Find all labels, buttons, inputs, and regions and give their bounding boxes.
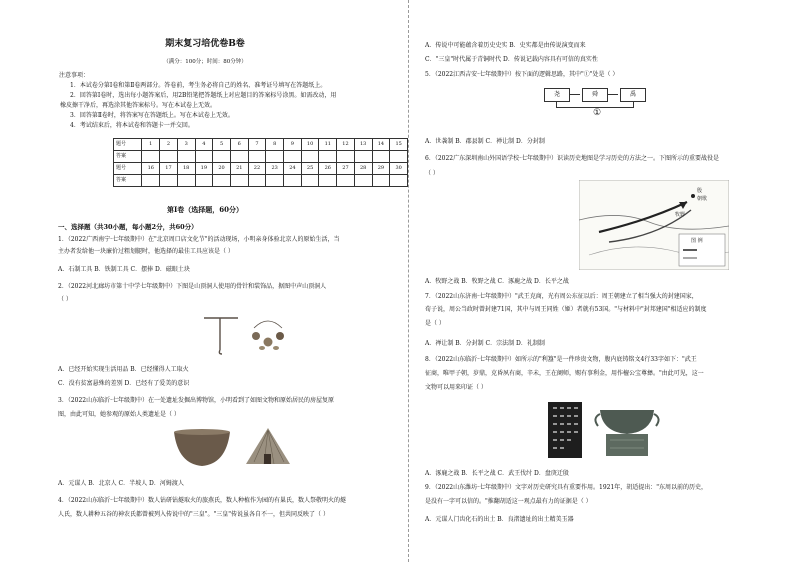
table-cell: 11 — [319, 139, 337, 151]
flow-bracket — [556, 101, 634, 108]
answer-cell — [372, 151, 390, 163]
section-heading: 一、选择题（共30小题，每小题2分，共60分） — [58, 223, 198, 231]
page-title: 期末复习培优卷B卷 — [165, 39, 245, 49]
table-cell: 26 — [319, 163, 337, 175]
answer-cell — [266, 151, 284, 163]
ornament — [273, 346, 279, 350]
notice-item: 橡皮擦干净后，再选涂其他答案标号。写在本试卷上无效。 — [60, 102, 217, 109]
notice-item: 4．考试结束后，将本试卷和答题卡一并交回。 — [70, 122, 194, 129]
table-cell: 24 — [284, 163, 302, 175]
question-line: 征商，唯甲子朝，岁鼎，克昏夙有商，辛未，王在阑师，赐有事利金，用作檀公宝尊彝。"由此可见，这一 — [425, 370, 704, 377]
table-cell: 14 — [372, 139, 390, 151]
answer-cell — [319, 151, 337, 163]
answer-cell — [301, 175, 319, 187]
bone-needle — [204, 318, 238, 354]
question-options: A．石制工具 B．铁制工具 C．摆捧 D．磁眼土块 — [58, 266, 190, 273]
answer-cell — [354, 175, 372, 187]
question-line: （ ） — [425, 170, 439, 177]
ligui-figure — [544, 398, 664, 462]
table-cell: 题号 — [114, 163, 142, 175]
question-options: A．牧野之战 B．牧野之战 C．涿鹿之战 D．长平之战 — [425, 278, 569, 285]
question-line: 3．（2022山东临沂·七年级期中）在一处遗址发掘出博物馆，小明看到了如图文物和原始居民的房屋复原 — [58, 397, 334, 404]
table-cell: 27 — [337, 163, 355, 175]
ornament — [252, 332, 260, 340]
flow-box-yu: 禹 — [620, 88, 646, 102]
table-cell: 2 — [160, 139, 178, 151]
answer-cell — [337, 175, 355, 187]
question-options: A．世袭制 B．郡县制 C．禅让制 D．分封制 — [425, 138, 545, 145]
question-line: 4．（2022山东临沂·七年级期中）数人钻研钻燧取火的旅燕氏，数人种植作为园的有巢氏，数人祭敬明火的燧 — [58, 497, 346, 504]
answer-cell — [195, 175, 213, 187]
table-cell: 16 — [142, 163, 160, 175]
question-line: 9．（2022山东潍坊·七年级期中）文字对历史研究具有重要作用。1921年，胡适提出："东周以前的历史， — [425, 484, 708, 491]
question-line: 荀子说，周公当政时曾封建71国，其中与周王同姓（姬）者就有53国。"与材料中"封邦建国"相适应的制度 — [425, 306, 707, 313]
flow-box-shun: 舜 — [582, 88, 608, 102]
answer-cell — [354, 151, 372, 163]
bone-needle-figure — [198, 310, 294, 356]
answer-cell — [372, 175, 390, 187]
question-line: 7．（2022山东济南·七年级期中）"武王克商，光有周公东征以后：周王朝建立了相当强大的封建国家， — [425, 293, 698, 300]
table-cell: 答案 — [114, 175, 142, 187]
table-cell: 20 — [213, 163, 231, 175]
table-cell: 12 — [337, 139, 355, 151]
question-line: 1．（2022广西南宁·七年级期中）在"北京周口店文化节"的活动现场，小明亲身体验北京人的原始生活，当 — [58, 236, 340, 243]
map-label-yin: 殷 — [697, 188, 703, 194]
answer-cell — [142, 151, 160, 163]
table-row — [114, 151, 408, 163]
table-cell: 题号 — [114, 139, 142, 151]
table-cell: 答案 — [114, 151, 142, 163]
notice-item: 3．回答第Ⅱ卷时，将答案写在答题纸上。写在本试卷上无效。 — [70, 112, 234, 119]
question-line: 是（ ） — [425, 320, 445, 327]
notice-item: 2．回答第Ⅰ卷时，选出每小题答案后，用2B铅笔把答题纸上对应题目的答案标号涂黑。如需改动，用 — [70, 92, 337, 99]
table-cell: 25 — [301, 163, 319, 175]
notice-item: 1．本试卷分第Ⅰ卷和第Ⅱ卷两部分。答卷前，考生务必将自己的姓名、准考证号填写在答题纸上。 — [70, 82, 327, 89]
question-options: A．禅让制 B．分封制 C．宗法制 D．礼制制 — [425, 340, 545, 347]
question-line: 8．（2022山东临沂·七年级期中）如所示的"利簋"是一件珍贵文物，腹内底铸铭文4行33字如下："武王 — [425, 356, 697, 363]
answer-cell — [213, 175, 231, 187]
answer-cell — [195, 151, 213, 163]
part1-title: 第Ⅰ卷（选择题，60分） — [166, 205, 243, 214]
ligui-vessel-base — [606, 434, 648, 456]
answer-cell — [266, 175, 284, 187]
answer-cell — [337, 151, 355, 163]
table-cell: 18 — [177, 163, 195, 175]
question-line: 5．（2022江西吉安·七年级期中）按下面的逻辑思路，其中"①"处是（ ） — [425, 71, 619, 78]
question-line: （ ） — [58, 296, 72, 303]
table-cell: 10 — [301, 139, 319, 151]
answer-cell — [248, 151, 266, 163]
table-cell: 9 — [284, 139, 302, 151]
question-options: A．元谋人门齿化石的出土 B．良渚遗址的出土精美玉器 — [425, 516, 574, 523]
notice-heading: 注意事项： — [59, 72, 90, 79]
table-cell: 3 — [177, 139, 195, 151]
question-options: A．已经开始实现生活用品 B．已经懂得人工取火 — [58, 366, 189, 373]
right-column — [409, 0, 794, 562]
map-legend-title: 图 例 — [691, 238, 703, 244]
flow-diagram — [544, 84, 664, 126]
flow-arrow — [570, 94, 580, 95]
table-cell: 23 — [266, 163, 284, 175]
map-label-muye: 牧野 — [675, 212, 686, 218]
ornament — [259, 346, 265, 350]
answer-cell — [390, 175, 408, 187]
question-line: 人氏，数人耕种五谷的神农氏都曾被列入传说中的"三皇"。"三皇"传说虽各自不一，但共同反映了（ ） — [58, 511, 329, 518]
answer-cell — [213, 151, 231, 163]
battle-map-figure — [579, 180, 729, 270]
table-cell: 13 — [354, 139, 372, 151]
hut-door — [264, 454, 271, 464]
table-cell: 8 — [266, 139, 284, 151]
table-cell: 17 — [160, 163, 178, 175]
necklace-string — [254, 321, 282, 328]
table-cell: 4 — [195, 139, 213, 151]
answer-cell — [390, 151, 408, 163]
table-cell: 15 — [390, 139, 408, 151]
table-row — [114, 163, 408, 175]
flow-arrow — [608, 94, 618, 95]
answer-cell — [142, 175, 160, 187]
table-cell: 7 — [248, 139, 266, 151]
ornament — [276, 332, 284, 340]
answer-cell — [177, 175, 195, 187]
answer-cell — [230, 151, 248, 163]
question-options: A．元谋人 B．北京人 C．半坡人 D．河姆渡人 — [58, 480, 184, 487]
answer-cell — [284, 151, 302, 163]
ornament — [264, 338, 273, 347]
table-row — [114, 139, 408, 151]
table-cell: 5 — [213, 139, 231, 151]
table-cell: 6 — [230, 139, 248, 151]
question-line: 6．（2022广东深圳南山外国语学校·七年级期中）识读历史地图是学习历史的方法之一。下图所示的重要战役是 — [425, 155, 719, 162]
table-cell: 19 — [195, 163, 213, 175]
question-options: A．传说中可能蕴含着历史史实 B．史实都是由传说演变而来 — [425, 42, 586, 49]
table-cell: 22 — [248, 163, 266, 175]
answer-cell — [160, 175, 178, 187]
answer-cell — [284, 175, 302, 187]
flow-circle-label: ① — [592, 108, 602, 118]
question-line: 2．（2022河北廊坊市第十中学七年级期中）下图是山顶洞人使用的骨针和装饰品，据图中声山顶洞人 — [58, 283, 327, 290]
table-cell: 28 — [354, 163, 372, 175]
question-options: C．"三皇"时代属于青铜时代 D．传说记载内容具有可信的真实性 — [425, 56, 598, 63]
table-cell: 1 — [142, 139, 160, 151]
question-line: 文物可以用来印证（ ） — [425, 384, 487, 391]
page-subtitle: （满分：100分；时间：80分钟） — [163, 59, 247, 65]
flow-box-yao: 尧 — [544, 88, 570, 102]
table-row — [114, 175, 408, 187]
answer-cell — [160, 151, 178, 163]
question-line: 是没有一字可以信的。"推翻胡适这一观点最有力的证据是（ ） — [425, 498, 592, 505]
ligui-vessel-bowl — [600, 410, 654, 434]
table-cell: 29 — [372, 163, 390, 175]
answer-cell — [319, 175, 337, 187]
answer-cell — [248, 175, 266, 187]
question-line: 图，由此可知，她参观的原始人类遗址是（ ） — [58, 411, 180, 418]
answer-cell — [301, 151, 319, 163]
table-cell: 21 — [230, 163, 248, 175]
table-cell: 30 — [390, 163, 408, 175]
pottery-rim — [174, 429, 230, 435]
inscription-rubbing — [548, 402, 582, 458]
question-options: A．涿鹿之战 B．长平之战 C．武王伐纣 D．盘庚迁殷 — [425, 470, 569, 477]
map-label-zhaoge: 朝歌 — [697, 196, 708, 202]
pottery-bowl — [174, 432, 230, 466]
answer-table — [113, 138, 408, 187]
city-marker — [691, 194, 695, 198]
answer-cell — [177, 151, 195, 163]
answer-cell — [230, 175, 248, 187]
question-options: C．没有贫富悬殊的差别 D．已经有了爱美的意识 — [58, 380, 190, 387]
pottery-and-hut-figure — [168, 426, 298, 470]
question-line: 主办者发给他一块廉价过粗划腿时，他选择的最佳工具应该是（ ） — [58, 248, 234, 255]
